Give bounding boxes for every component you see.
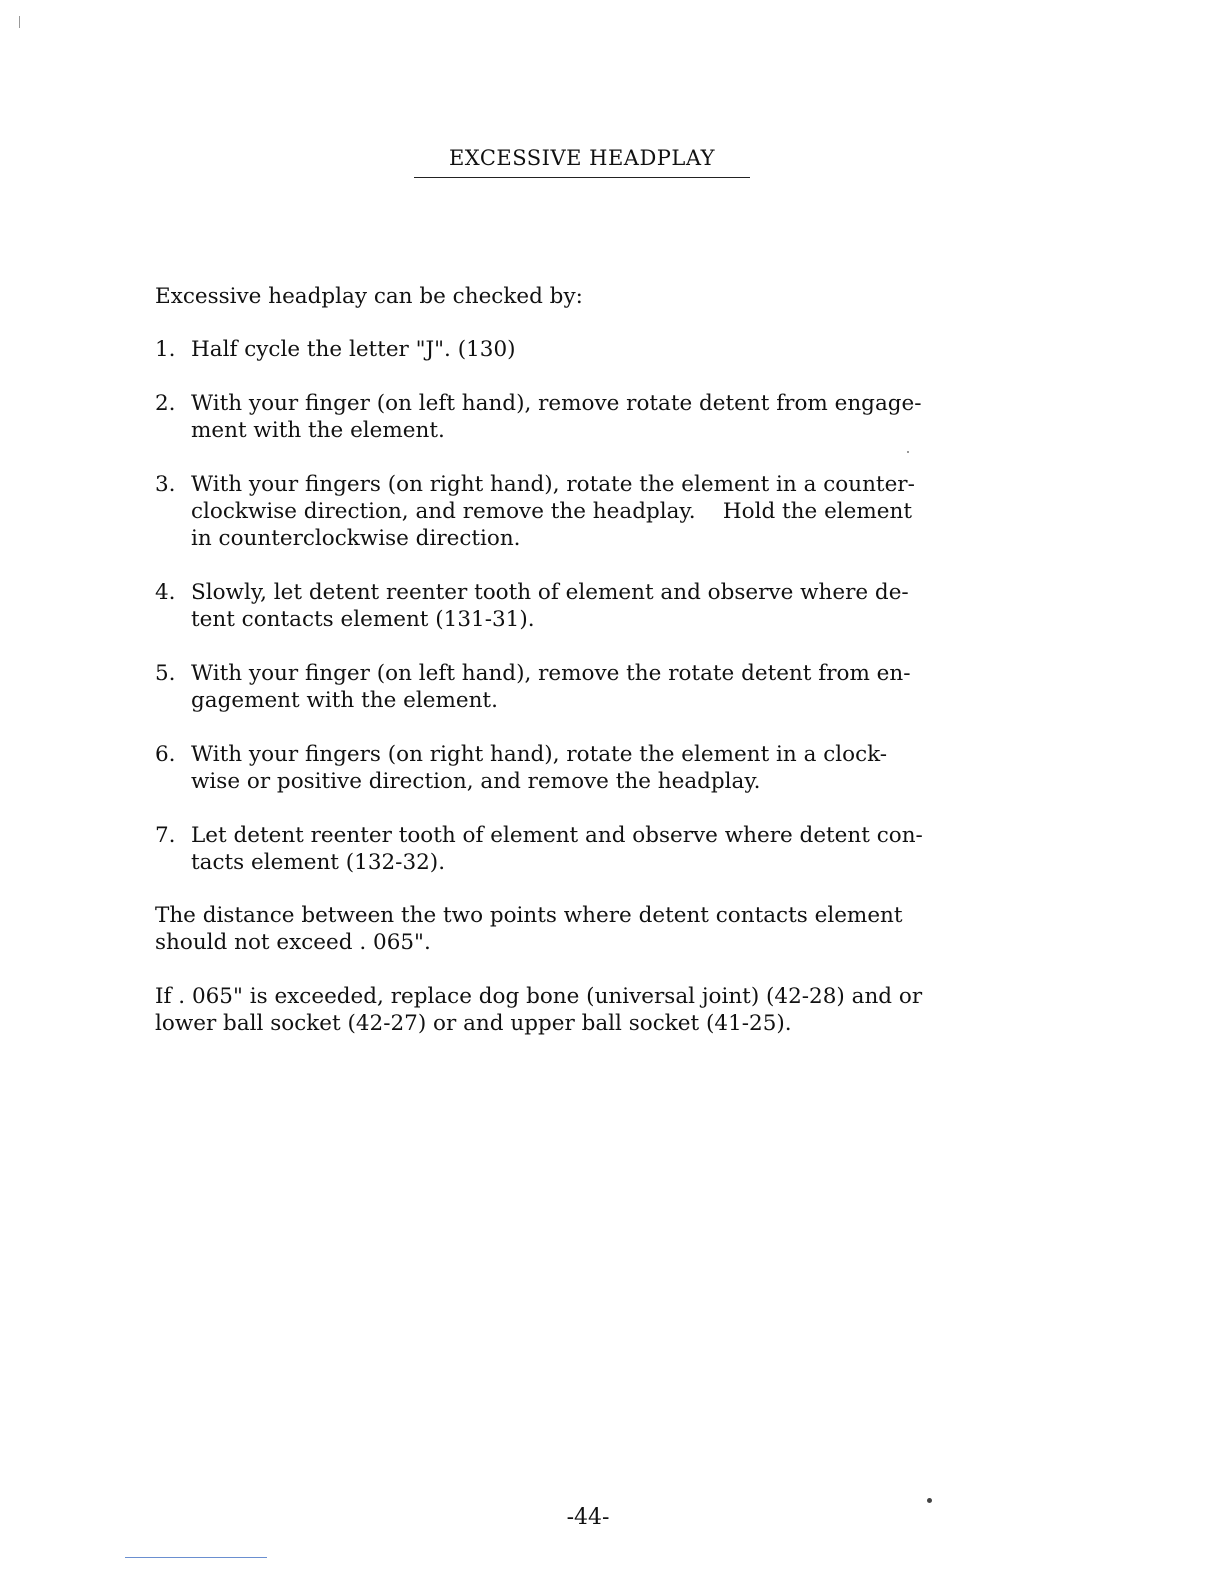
- paragraph-line: lower ball socket (42-27) or and upper ball socket (41-25).: [155, 1011, 792, 1036]
- step-text: [191, 660, 1005, 714]
- step-line: Let detent reenter tooth of element and observe where detent con-: [191, 823, 923, 848]
- step-line: With your finger (on left hand), remove rotate detent from engage-: [191, 391, 922, 416]
- step-text: [191, 390, 1005, 444]
- step-line: With your fingers (on right hand), rotate the element in a counter-: [191, 472, 915, 497]
- step-item: [155, 390, 1005, 444]
- step-item: [155, 471, 1005, 552]
- step-text: [191, 822, 1005, 876]
- step-item: [155, 741, 1005, 795]
- page-title: EXCESSIVE HEADPLAY: [448, 146, 716, 170]
- paragraph-line: The distance between the two points where detent contacts element: [155, 903, 903, 928]
- step-number: 6.: [155, 742, 176, 767]
- scan-speck: [19, 16, 20, 28]
- step-number: 7.: [155, 823, 176, 848]
- step-line: gagement with the element.: [191, 688, 498, 713]
- step-line: Half cycle the letter "J". (130): [191, 337, 516, 362]
- step-line: clockwise direction, and remove the headplay. Hold the element: [191, 499, 913, 524]
- step-text: [191, 471, 1005, 552]
- body-paragraph: [155, 902, 1015, 956]
- step-text: [191, 741, 1005, 795]
- step-number: 4.: [155, 580, 176, 605]
- step-number: 5.: [155, 661, 176, 686]
- step-number: 2.: [155, 391, 176, 416]
- step-line: tent contacts element (131-31).: [191, 607, 535, 632]
- step-text: [191, 579, 1005, 633]
- step-number: 3.: [155, 472, 176, 497]
- step-line: With your finger (on left hand), remove the rotate detent from en-: [191, 661, 911, 686]
- intro-paragraph: Excessive headplay can be checked by:: [155, 284, 583, 309]
- step-item: [155, 660, 1005, 714]
- scan-edge-line: [125, 1557, 267, 1558]
- scan-speck: [907, 451, 909, 453]
- body-paragraph: [155, 983, 1015, 1037]
- paragraph-line: should not exceed . 065".: [155, 930, 431, 955]
- page-number: -44-: [566, 1505, 610, 1530]
- step-line: With your fingers (on right hand), rotate the element in a clock-: [191, 742, 888, 767]
- step-line: Slowly, let detent reenter tooth of element and observe where de-: [191, 580, 909, 605]
- scan-speck: [927, 1498, 932, 1503]
- step-item: [155, 822, 1005, 876]
- step-number: 1.: [155, 337, 176, 362]
- step-line: ment with the element.: [191, 418, 445, 443]
- step-line: in counterclockwise direction.: [191, 526, 521, 551]
- step-item: [155, 336, 1005, 363]
- title-underline: [414, 177, 750, 178]
- step-line: tacts element (132-32).: [191, 850, 446, 875]
- paragraph-line: If . 065" is exceeded, replace dog bone (universal joint) (42-28) and or: [155, 984, 923, 1009]
- step-item: [155, 579, 1005, 633]
- step-text: [191, 336, 1005, 363]
- step-line: wise or positive direction, and remove the headplay.: [191, 769, 761, 794]
